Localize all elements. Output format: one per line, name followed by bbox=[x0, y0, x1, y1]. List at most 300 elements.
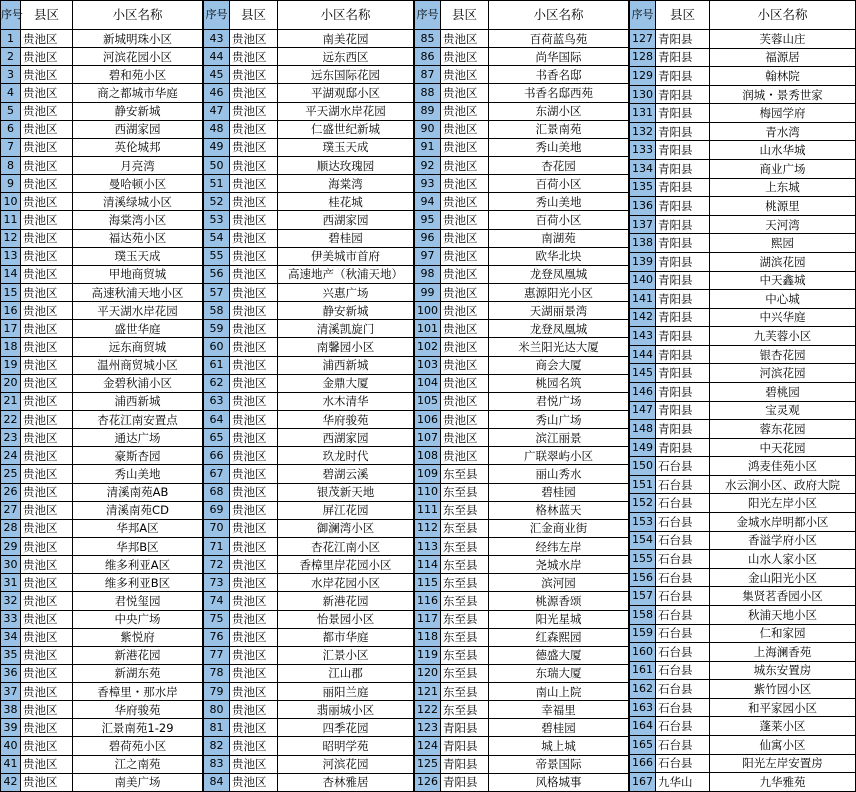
table-row bbox=[204, 320, 414, 338]
table-row bbox=[1, 211, 203, 229]
district-cell: 贵池区 bbox=[441, 356, 489, 374]
district-cell: 贵池区 bbox=[21, 465, 73, 483]
table-row bbox=[204, 193, 414, 211]
table-row bbox=[1, 447, 203, 465]
table-row bbox=[1, 701, 203, 719]
district-cell: 东至县 bbox=[441, 556, 489, 574]
community-name-cell: 维多利亚A区 bbox=[73, 556, 203, 574]
row-number: 161 bbox=[630, 661, 656, 680]
header-name: 小区名称 bbox=[489, 1, 629, 30]
district-cell: 贵池区 bbox=[441, 211, 489, 229]
row-number: 71 bbox=[204, 537, 230, 555]
district-cell: 贵池区 bbox=[230, 302, 278, 320]
community-name-cell: 书香名邸西苑 bbox=[489, 84, 629, 102]
community-name-cell: 清溪凯旋门 bbox=[278, 320, 414, 338]
table-row bbox=[630, 327, 856, 346]
district-cell: 东至县 bbox=[441, 683, 489, 701]
district-cell: 石台县 bbox=[656, 698, 710, 717]
table-row bbox=[204, 30, 414, 48]
community-name-cell: 书香名邸 bbox=[489, 66, 629, 84]
table-row bbox=[204, 519, 414, 537]
district-cell: 青阳县 bbox=[656, 104, 710, 123]
district-cell: 贵池区 bbox=[230, 664, 278, 682]
district-cell: 贵池区 bbox=[21, 175, 73, 193]
row-number: 149 bbox=[630, 438, 656, 457]
table-block-2 bbox=[203, 0, 414, 792]
community-name-cell: 河滨花园小区 bbox=[73, 48, 203, 66]
district-cell: 贵池区 bbox=[21, 84, 73, 102]
row-number: 88 bbox=[415, 84, 441, 102]
district-cell: 贵池区 bbox=[441, 410, 489, 428]
community-name-cell: 阳光左岸小区 bbox=[710, 494, 856, 513]
district-cell: 青阳县 bbox=[441, 773, 489, 791]
row-number: 44 bbox=[204, 48, 230, 66]
district-cell: 贵池区 bbox=[21, 120, 73, 138]
row-number: 106 bbox=[415, 410, 441, 428]
row-number: 100 bbox=[415, 302, 441, 320]
community-name-cell: 金碧秋浦小区 bbox=[73, 374, 203, 392]
row-number: 68 bbox=[204, 483, 230, 501]
table-row bbox=[630, 85, 856, 104]
row-number: 113 bbox=[415, 537, 441, 555]
community-name-cell: 集贤茗香园小区 bbox=[710, 587, 856, 606]
district-cell: 东至县 bbox=[441, 574, 489, 592]
row-number: 80 bbox=[204, 701, 230, 719]
table-row bbox=[630, 605, 856, 624]
row-number: 82 bbox=[204, 737, 230, 755]
row-number: 127 bbox=[630, 30, 656, 49]
district-cell: 贵池区 bbox=[21, 30, 73, 48]
row-number: 163 bbox=[630, 698, 656, 717]
table-row bbox=[415, 138, 629, 156]
row-number: 6 bbox=[1, 120, 21, 138]
community-name-cell: 清溪南苑CD bbox=[73, 501, 203, 519]
community-name-cell: 清溪绿城小区 bbox=[73, 193, 203, 211]
community-name-cell: 金山阳光小区 bbox=[710, 568, 856, 587]
row-number: 85 bbox=[415, 30, 441, 48]
community-name-cell: 天湖丽景湾 bbox=[489, 302, 629, 320]
header-name: 小区名称 bbox=[278, 1, 414, 30]
table-row bbox=[415, 592, 629, 610]
table-row bbox=[204, 338, 414, 356]
table-row bbox=[415, 610, 629, 628]
row-number: 66 bbox=[204, 447, 230, 465]
table-row bbox=[1, 501, 203, 519]
table-row bbox=[1, 610, 203, 628]
community-name-cell: 天河湾 bbox=[710, 215, 856, 234]
row-number: 63 bbox=[204, 392, 230, 410]
row-number: 37 bbox=[1, 683, 21, 701]
district-cell: 贵池区 bbox=[441, 175, 489, 193]
row-number: 137 bbox=[630, 215, 656, 234]
district-cell: 贵池区 bbox=[21, 646, 73, 664]
community-name-cell: 帝景国际 bbox=[489, 755, 629, 773]
table-row bbox=[415, 719, 629, 737]
table-row bbox=[1, 374, 203, 392]
community-name-cell: 金鼎大厦 bbox=[278, 374, 414, 392]
table-row bbox=[630, 104, 856, 123]
community-name-cell: 南美花园 bbox=[278, 30, 414, 48]
row-number: 132 bbox=[630, 122, 656, 141]
table-row bbox=[204, 302, 414, 320]
table-row bbox=[630, 773, 856, 792]
community-name-cell: 风格城事 bbox=[489, 773, 629, 791]
row-number: 124 bbox=[415, 737, 441, 755]
community-name-cell: 玖龙时代 bbox=[278, 447, 414, 465]
table-row bbox=[630, 345, 856, 364]
row-number: 129 bbox=[630, 67, 656, 86]
district-cell: 石台县 bbox=[656, 568, 710, 587]
row-number: 23 bbox=[1, 429, 21, 447]
table-row bbox=[630, 568, 856, 587]
table-row bbox=[415, 773, 629, 791]
table-row bbox=[630, 252, 856, 271]
table-row bbox=[630, 420, 856, 439]
community-name-cell: 碧桂园 bbox=[489, 719, 629, 737]
table-row bbox=[415, 755, 629, 773]
community-name-cell: 月亮湾 bbox=[73, 156, 203, 174]
row-number: 139 bbox=[630, 252, 656, 271]
row-number: 99 bbox=[415, 283, 441, 301]
district-cell: 贵池区 bbox=[230, 374, 278, 392]
community-name-cell: 汇金商业街 bbox=[489, 519, 629, 537]
district-cell: 贵池区 bbox=[230, 392, 278, 410]
table-row bbox=[415, 501, 629, 519]
community-name-cell: 远东西区 bbox=[278, 48, 414, 66]
table-row bbox=[630, 587, 856, 606]
row-number: 69 bbox=[204, 501, 230, 519]
row-number: 96 bbox=[415, 229, 441, 247]
table-row bbox=[630, 197, 856, 216]
community-name-cell: 青水湾 bbox=[710, 122, 856, 141]
row-number: 84 bbox=[204, 773, 230, 791]
row-number: 2 bbox=[1, 48, 21, 66]
community-name-cell: 汇景南苑 bbox=[489, 120, 629, 138]
table-row bbox=[415, 265, 629, 283]
table-row bbox=[204, 392, 414, 410]
district-cell: 贵池区 bbox=[21, 773, 73, 791]
table-row bbox=[415, 320, 629, 338]
district-cell: 贵池区 bbox=[21, 48, 73, 66]
community-name-cell: 新港花园 bbox=[278, 592, 414, 610]
table-row bbox=[1, 392, 203, 410]
header-name: 小区名称 bbox=[710, 1, 856, 30]
district-cell: 贵池区 bbox=[230, 610, 278, 628]
community-name-cell: 海棠湾 bbox=[278, 175, 414, 193]
district-cell: 石台县 bbox=[656, 475, 710, 494]
table-row bbox=[415, 302, 629, 320]
row-number: 10 bbox=[1, 193, 21, 211]
community-name-cell: 山水人家小区 bbox=[710, 550, 856, 569]
district-cell: 贵池区 bbox=[230, 592, 278, 610]
district-cell: 贵池区 bbox=[21, 283, 73, 301]
district-cell: 贵池区 bbox=[230, 701, 278, 719]
district-cell: 贵池区 bbox=[21, 701, 73, 719]
district-cell: 东至县 bbox=[441, 701, 489, 719]
row-number: 42 bbox=[1, 773, 21, 791]
row-number: 114 bbox=[415, 556, 441, 574]
community-name-cell: 碧桂园 bbox=[489, 483, 629, 501]
row-number: 134 bbox=[630, 160, 656, 179]
row-number: 81 bbox=[204, 719, 230, 737]
row-number: 164 bbox=[630, 717, 656, 736]
table-row bbox=[204, 592, 414, 610]
table-row bbox=[415, 537, 629, 555]
row-number: 104 bbox=[415, 374, 441, 392]
row-number: 49 bbox=[204, 138, 230, 156]
community-name-cell: 桃园名筑 bbox=[489, 374, 629, 392]
row-number: 28 bbox=[1, 519, 21, 537]
row-number: 36 bbox=[1, 664, 21, 682]
table-row bbox=[630, 661, 856, 680]
district-cell: 贵池区 bbox=[21, 302, 73, 320]
district-cell: 贵池区 bbox=[230, 465, 278, 483]
community-name-cell: 润城・景秀世家 bbox=[710, 85, 856, 104]
community-name-cell: 东湖小区 bbox=[489, 102, 629, 120]
community-name-cell: 西湖家园 bbox=[278, 211, 414, 229]
community-name-cell: 杏花江南小区 bbox=[278, 537, 414, 555]
row-number: 119 bbox=[415, 646, 441, 664]
community-name-cell: 德盛大厦 bbox=[489, 646, 629, 664]
community-name-cell: 秀山广场 bbox=[489, 410, 629, 428]
row-number: 167 bbox=[630, 773, 656, 792]
table-row bbox=[415, 247, 629, 265]
community-name-cell: 新港花园 bbox=[73, 646, 203, 664]
table-row bbox=[1, 30, 203, 48]
table-row bbox=[415, 574, 629, 592]
community-name-cell: 东瑞大厦 bbox=[489, 664, 629, 682]
district-cell: 青阳县 bbox=[656, 197, 710, 216]
row-number: 109 bbox=[415, 465, 441, 483]
table-row bbox=[630, 550, 856, 569]
community-name-cell: 华邦A区 bbox=[73, 519, 203, 537]
row-number: 142 bbox=[630, 308, 656, 327]
row-number: 89 bbox=[415, 102, 441, 120]
district-cell: 贵池区 bbox=[230, 66, 278, 84]
district-cell: 青阳县 bbox=[656, 420, 710, 439]
row-number: 34 bbox=[1, 628, 21, 646]
header-row bbox=[630, 1, 856, 30]
community-name-cell: 梅园学府 bbox=[710, 104, 856, 123]
community-name-cell: 清溪南苑AB bbox=[73, 483, 203, 501]
table-row bbox=[204, 664, 414, 682]
community-name-cell: 英伦城邦 bbox=[73, 138, 203, 156]
row-number: 92 bbox=[415, 156, 441, 174]
table-row bbox=[1, 429, 203, 447]
row-number: 57 bbox=[204, 283, 230, 301]
community-name-cell: 怡景园小区 bbox=[278, 610, 414, 628]
community-name-cell: 浦西新城 bbox=[73, 392, 203, 410]
district-cell: 贵池区 bbox=[230, 102, 278, 120]
row-number: 152 bbox=[630, 494, 656, 513]
table-row bbox=[1, 265, 203, 283]
community-name-cell: 水岸花园小区 bbox=[278, 574, 414, 592]
table-row bbox=[1, 66, 203, 84]
community-name-cell: 新湖东苑 bbox=[73, 664, 203, 682]
table-block-3 bbox=[414, 0, 629, 792]
community-name-cell: 丽阳兰庭 bbox=[278, 683, 414, 701]
district-cell: 贵池区 bbox=[441, 283, 489, 301]
header-row bbox=[204, 1, 414, 30]
community-name-cell: 屏江花园 bbox=[278, 501, 414, 519]
community-name-cell: 尧城水岸 bbox=[489, 556, 629, 574]
table-row bbox=[415, 701, 629, 719]
table-row bbox=[204, 410, 414, 428]
community-name-cell: 都市华庭 bbox=[278, 628, 414, 646]
table-row bbox=[630, 494, 856, 513]
row-number: 8 bbox=[1, 156, 21, 174]
community-name-cell: 温州商贸城小区 bbox=[73, 356, 203, 374]
district-cell: 东至县 bbox=[441, 483, 489, 501]
table-row bbox=[1, 193, 203, 211]
community-name-cell: 中兴华庭 bbox=[710, 308, 856, 327]
row-number: 61 bbox=[204, 356, 230, 374]
row-number: 103 bbox=[415, 356, 441, 374]
row-number: 148 bbox=[630, 420, 656, 439]
community-name-cell: 兴惠广场 bbox=[278, 283, 414, 301]
table-row bbox=[630, 141, 856, 160]
district-cell: 贵池区 bbox=[21, 211, 73, 229]
community-name-cell: 碧湖云溪 bbox=[278, 465, 414, 483]
community-name-cell: 仁盛世纪新城 bbox=[278, 120, 414, 138]
community-name-cell: 紫竹园小区 bbox=[710, 680, 856, 699]
table-row bbox=[630, 643, 856, 662]
table-row bbox=[415, 229, 629, 247]
row-number: 138 bbox=[630, 234, 656, 253]
table-row bbox=[630, 364, 856, 383]
district-cell: 贵池区 bbox=[230, 646, 278, 664]
district-cell: 青阳县 bbox=[656, 141, 710, 160]
table-row bbox=[630, 30, 856, 49]
table-row bbox=[204, 156, 414, 174]
community-name-cell: 昭明学苑 bbox=[278, 737, 414, 755]
row-number: 160 bbox=[630, 643, 656, 662]
district-cell: 青阳县 bbox=[441, 755, 489, 773]
table-row bbox=[204, 683, 414, 701]
row-number: 29 bbox=[1, 537, 21, 555]
community-name-cell: 华府骏苑 bbox=[73, 701, 203, 719]
district-cell: 贵池区 bbox=[230, 737, 278, 755]
table-block-1 bbox=[0, 0, 203, 792]
table-row bbox=[630, 48, 856, 67]
table-row bbox=[204, 501, 414, 519]
community-name-cell: 格林蓝天 bbox=[489, 501, 629, 519]
district-cell: 贵池区 bbox=[21, 683, 73, 701]
row-number: 97 bbox=[415, 247, 441, 265]
district-cell: 贵池区 bbox=[230, 429, 278, 447]
district-cell: 青阳县 bbox=[656, 327, 710, 346]
community-name-cell: 碧荷苑小区 bbox=[73, 737, 203, 755]
table-row bbox=[415, 356, 629, 374]
row-number: 154 bbox=[630, 531, 656, 550]
district-cell: 贵池区 bbox=[441, 392, 489, 410]
row-number: 91 bbox=[415, 138, 441, 156]
district-cell: 贵池区 bbox=[230, 356, 278, 374]
table-row bbox=[415, 30, 629, 48]
table-row bbox=[204, 211, 414, 229]
district-cell: 青阳县 bbox=[656, 382, 710, 401]
district-cell: 贵池区 bbox=[230, 120, 278, 138]
community-name-cell: 远东商贸城 bbox=[73, 338, 203, 356]
row-number: 98 bbox=[415, 265, 441, 283]
row-number: 107 bbox=[415, 429, 441, 447]
row-number: 7 bbox=[1, 138, 21, 156]
community-name-cell: 翡丽城小区 bbox=[278, 701, 414, 719]
community-name-cell: 香溢学府小区 bbox=[710, 531, 856, 550]
district-cell: 青阳县 bbox=[656, 364, 710, 383]
community-name-cell: 曼哈顿小区 bbox=[73, 175, 203, 193]
row-number: 118 bbox=[415, 628, 441, 646]
community-name-cell: 海棠湾小区 bbox=[73, 211, 203, 229]
district-cell: 青阳县 bbox=[656, 234, 710, 253]
community-name-cell: 中央广场 bbox=[73, 610, 203, 628]
community-name-cell: 顺达玫瑰园 bbox=[278, 156, 414, 174]
table-row bbox=[1, 138, 203, 156]
row-number: 72 bbox=[204, 556, 230, 574]
table-row bbox=[415, 556, 629, 574]
row-number: 162 bbox=[630, 680, 656, 699]
district-cell: 贵池区 bbox=[230, 84, 278, 102]
row-number: 136 bbox=[630, 197, 656, 216]
row-number: 115 bbox=[415, 574, 441, 592]
row-number: 147 bbox=[630, 401, 656, 420]
district-cell: 青阳县 bbox=[656, 215, 710, 234]
district-cell: 东至县 bbox=[441, 501, 489, 519]
community-name-cell: 秀山美地 bbox=[73, 465, 203, 483]
district-cell: 贵池区 bbox=[441, 265, 489, 283]
district-cell: 贵池区 bbox=[21, 410, 73, 428]
row-number: 95 bbox=[415, 211, 441, 229]
community-name-cell: 平湖观邸小区 bbox=[278, 84, 414, 102]
district-cell: 贵池区 bbox=[21, 755, 73, 773]
district-cell: 贵池区 bbox=[230, 719, 278, 737]
community-name-cell: 蓬莱小区 bbox=[710, 717, 856, 736]
community-name-cell: 香樟里・那水岸 bbox=[73, 683, 203, 701]
row-number: 123 bbox=[415, 719, 441, 737]
community-name-cell: 四季花园 bbox=[278, 719, 414, 737]
district-cell: 贵池区 bbox=[230, 537, 278, 555]
row-number: 117 bbox=[415, 610, 441, 628]
row-number: 146 bbox=[630, 382, 656, 401]
row-number: 14 bbox=[1, 265, 21, 283]
table-row bbox=[1, 465, 203, 483]
table-row bbox=[1, 592, 203, 610]
district-cell: 贵池区 bbox=[441, 247, 489, 265]
community-name-cell: 尚华国际 bbox=[489, 48, 629, 66]
row-number: 38 bbox=[1, 701, 21, 719]
district-cell: 青阳县 bbox=[656, 178, 710, 197]
table-row bbox=[204, 84, 414, 102]
district-cell: 贵池区 bbox=[441, 320, 489, 338]
district-cell: 贵池区 bbox=[21, 483, 73, 501]
district-cell: 石台县 bbox=[656, 457, 710, 476]
community-name-cell: 百荷小区 bbox=[489, 175, 629, 193]
row-number: 20 bbox=[1, 374, 21, 392]
row-number: 144 bbox=[630, 345, 656, 364]
district-cell: 东至县 bbox=[441, 628, 489, 646]
district-cell: 石台县 bbox=[656, 494, 710, 513]
community-name-cell: 九芙蓉小区 bbox=[710, 327, 856, 346]
district-cell: 贵池区 bbox=[441, 429, 489, 447]
community-name-cell: 阳光星城 bbox=[489, 610, 629, 628]
header-no: 序号 bbox=[204, 1, 230, 30]
community-name-cell: 仙寓小区 bbox=[710, 735, 856, 754]
district-cell: 石台县 bbox=[656, 661, 710, 680]
table-row bbox=[415, 102, 629, 120]
table-row bbox=[204, 120, 414, 138]
district-cell: 青阳县 bbox=[656, 160, 710, 179]
table-row bbox=[1, 175, 203, 193]
